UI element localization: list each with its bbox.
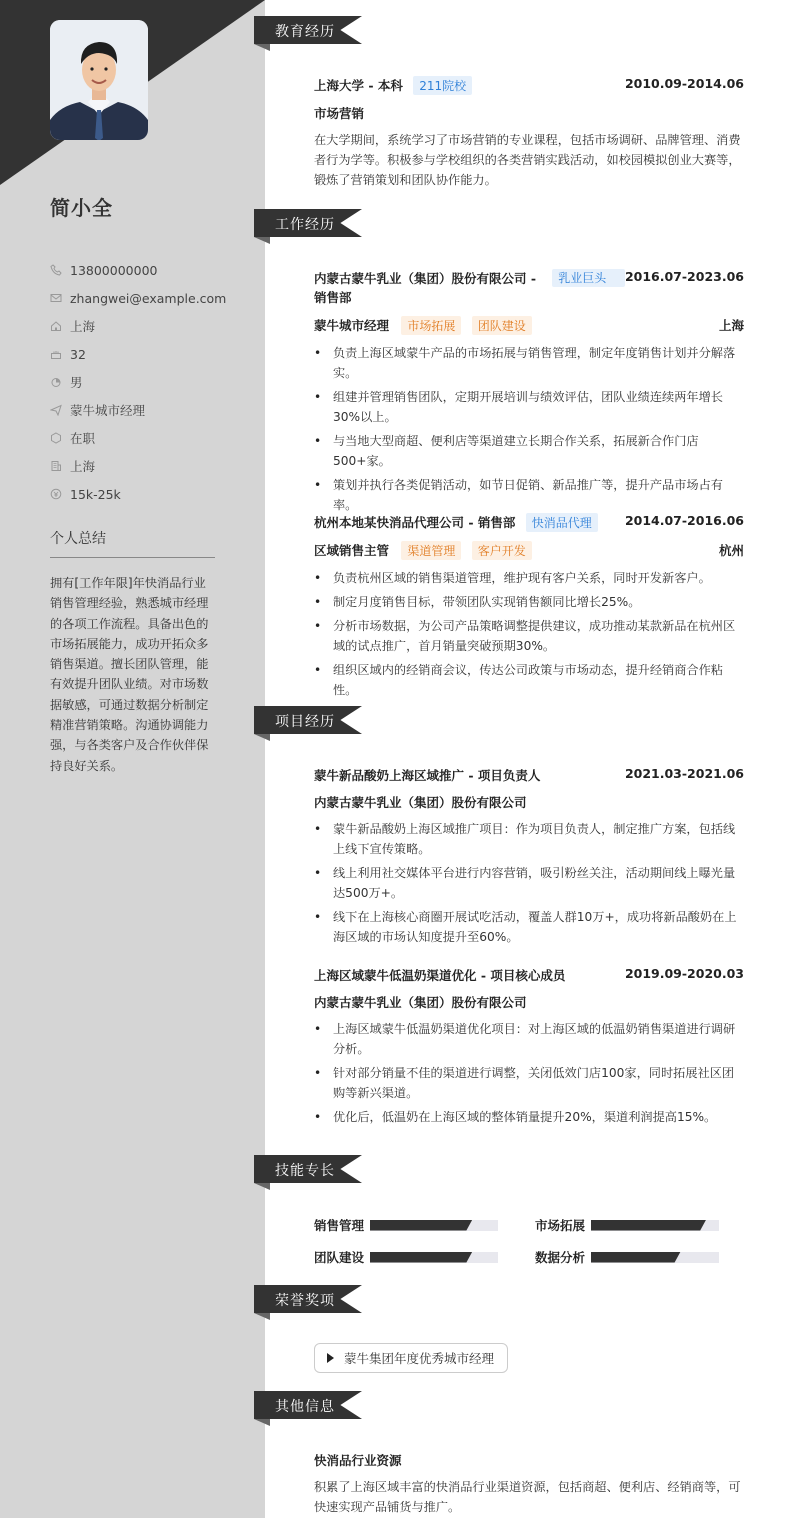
other-title: 快消品行业资源 xyxy=(314,1453,402,1468)
company-tag: 乳业巨头 xyxy=(552,269,625,287)
list-item: • 策划并执行各类促销活动，如节日促销、新品推广等，提升产品市场占有率。 xyxy=(314,475,744,515)
work-city: 杭州 xyxy=(718,543,744,558)
send-icon xyxy=(50,404,62,416)
sidebar xyxy=(0,0,265,1518)
candidate-name: 简小全 xyxy=(50,196,113,220)
avatar xyxy=(50,20,148,140)
section-header-honors xyxy=(254,1285,364,1325)
role-tag: 客户开发 xyxy=(472,541,532,560)
education-entry xyxy=(314,76,744,190)
list-item: • 负责杭州区域的销售渠道管理，维护现有客户关系，同时开发新客户。 xyxy=(314,568,744,588)
section-title: 技能专长 xyxy=(275,1163,335,1179)
contact-info-list xyxy=(50,256,226,508)
work-bullets xyxy=(314,343,744,515)
other-desc: 积累了上海区域丰富的快消品行业渠道资源，包括商超、便利店、经销商等，可快速实现产品铺货与推广。 xyxy=(314,1480,741,1514)
project-entry xyxy=(314,766,744,951)
school-name: 上海大学 - 本科 xyxy=(314,78,403,93)
home-icon xyxy=(50,320,62,332)
skill-item xyxy=(535,1248,719,1266)
work-date: 2014.07-2016.06 xyxy=(624,513,744,528)
skill-item xyxy=(314,1216,498,1234)
honor-item xyxy=(314,1343,508,1373)
info-text: 在职 xyxy=(70,431,96,446)
skill-bar xyxy=(370,1252,498,1263)
info-text: zhangwei@example.com xyxy=(70,290,227,306)
skill-bar-fill xyxy=(370,1252,472,1263)
section-header-other xyxy=(254,1391,364,1431)
info-text: 上海 xyxy=(70,459,96,474)
mail-icon xyxy=(50,292,62,304)
info-phone xyxy=(50,256,226,284)
project-date: 2019.09-2020.03 xyxy=(624,966,744,981)
age-icon xyxy=(50,348,62,360)
skill-bar-fill xyxy=(591,1252,681,1263)
gender-icon xyxy=(50,376,62,388)
work-company: 杭州本地某快消品代理公司 - 销售部 xyxy=(314,515,516,530)
status-icon xyxy=(50,432,62,444)
work-company: 内蒙古蒙牛乳业（集团）股份有限公司 - 销售部 xyxy=(314,271,537,305)
honor-text: 蒙牛集团年度优秀城市经理 xyxy=(344,1351,495,1366)
section-title: 工作经历 xyxy=(275,217,335,233)
skill-name: 销售管理 xyxy=(314,1218,365,1233)
info-text: 男 xyxy=(70,375,83,390)
play-icon xyxy=(327,1353,334,1363)
project-title: 蒙牛新品酸奶上海区域推广 - 项目负责人 xyxy=(314,768,541,783)
work-bullets xyxy=(314,568,744,700)
project-bullets xyxy=(314,1019,744,1127)
work-role: 区域销售主管 xyxy=(314,543,390,558)
info-text: 蒙牛城市经理 xyxy=(70,403,146,418)
skill-item xyxy=(314,1248,498,1266)
section-title: 荣誉奖项 xyxy=(275,1293,335,1309)
summary-title: 个人总结 xyxy=(50,528,215,558)
skill-bar xyxy=(591,1220,719,1231)
skill-bar-fill xyxy=(591,1220,706,1231)
phone-icon xyxy=(50,264,62,276)
info-gender xyxy=(50,368,226,396)
skill-bar xyxy=(591,1252,719,1263)
list-item: • 上海区域蒙牛低温奶渠道优化项目：对上海区域的低温奶销售渠道进行调研分析。 xyxy=(314,1019,744,1059)
list-item: • 针对部分销量不佳的渠道进行调整，关闭低效门店100家，同时拓展社区团购等新兴渠道。 xyxy=(314,1063,744,1103)
section-title: 项目经历 xyxy=(275,714,335,730)
work-role: 蒙牛城市经理 xyxy=(314,318,390,333)
project-date: 2021.03-2021.06 xyxy=(624,766,744,781)
company-tag: 快消品代理 xyxy=(526,513,598,532)
info-status xyxy=(50,424,226,452)
section-header-work xyxy=(254,209,364,249)
skill-bar-fill xyxy=(370,1220,472,1231)
project-entry xyxy=(314,966,744,1131)
section-header-projects xyxy=(254,706,364,746)
summary-text: 拥有[工作年限]年快消品行业销售管理经验，熟悉城市经理的各项工作流程。具备出色的市场拓展能力，成功开拓众多销售渠道。擅长团队管理，能有效提升团队业绩。对市场数据敏感，可通过数据分析制定精准营销策略。沟通协调能力强，与各类客户及合作伙伴保持良好关系。 xyxy=(50,576,209,773)
list-item: • 蒙牛新品酸奶上海区域推广项目：作为项目负责人，制定推广方案，包括线上线下宣传策略。 xyxy=(314,819,744,859)
section-header-education xyxy=(254,16,364,56)
work-city: 上海 xyxy=(718,318,744,333)
skill-name: 数据分析 xyxy=(535,1250,586,1265)
list-item: • 组建并管理销售团队，定期开展培训与绩效评估，团队业绩连续两年增长30%以上。 xyxy=(314,387,744,427)
list-item: • 分析市场数据，为公司产品策略调整提供建议，成功推动某款新品在杭州区域的试点推广，首月销量突破预期30%。 xyxy=(314,616,744,656)
role-tag: 市场拓展 xyxy=(401,316,461,335)
skill-bar xyxy=(370,1220,498,1231)
education-desc: 在大学期间，系统学习了市场营销的专业课程，包括市场调研、品牌管理、消费者行为学等。积极参与学校组织的各类营销实践活动，如校园模拟创业大赛等，锻炼了营销策划和团队协作能力。 xyxy=(314,133,741,187)
work-entry xyxy=(314,269,744,519)
list-item: • 制定月度销售目标，带领团队实现销售额同比增长25%。 xyxy=(314,592,744,612)
project-bullets xyxy=(314,819,744,947)
role-tag: 团队建设 xyxy=(472,316,532,335)
major: 市场营销 xyxy=(314,106,365,121)
list-item: • 与当地大型商超、便利店等渠道建立长期合作关系，拓展新合作门店500+家。 xyxy=(314,431,744,471)
section-header-skills xyxy=(254,1155,364,1195)
info-email xyxy=(50,284,226,312)
education-date: 2010.09-2014.06 xyxy=(624,76,744,91)
info-age xyxy=(50,340,226,368)
skill-name: 市场拓展 xyxy=(535,1218,586,1233)
info-city xyxy=(50,452,226,480)
section-title: 教育经历 xyxy=(275,24,335,40)
list-item: • 线上利用社交媒体平台进行内容营销，吸引粉丝关注，活动期间线上曝光量达500万+。 xyxy=(314,863,744,903)
info-location xyxy=(50,312,226,340)
role-tag: 渠道管理 xyxy=(401,541,461,560)
section-title: 其他信息 xyxy=(275,1399,335,1415)
info-text: 13800000000 xyxy=(70,262,158,278)
list-item: • 优化后，低温奶在上海区域的整体销量提升20%，渠道利润提高15%。 xyxy=(314,1107,744,1127)
info-text: 32 xyxy=(70,346,86,362)
work-entry xyxy=(314,513,744,704)
skill-name: 团队建设 xyxy=(314,1250,365,1265)
project-title: 上海区域蒙牛低温奶渠道优化 - 项目核心成员 xyxy=(314,968,566,983)
project-org: 内蒙古蒙牛乳业（集团）股份有限公司 xyxy=(314,795,527,810)
list-item: • 线下在上海核心商圈开展试吃活动，覆盖人群10万+，成功将新品酸奶在上海区域的市场认知度提升至60%。 xyxy=(314,907,744,947)
info-position xyxy=(50,396,226,424)
project-org: 内蒙古蒙牛乳业（集团）股份有限公司 xyxy=(314,995,527,1010)
school-tag: 211院校 xyxy=(413,76,472,95)
info-salary xyxy=(50,480,226,508)
skill-item xyxy=(535,1216,719,1234)
work-date: 2016.07-2023.06 xyxy=(624,269,744,284)
info-text: 上海 xyxy=(70,319,96,334)
building-icon xyxy=(50,460,62,472)
list-item: • 组织区域内的经销商会议，传达公司政策与市场动态，提升经销商合作粘性。 xyxy=(314,660,744,700)
list-item: • 负责上海区域蒙牛产品的市场拓展与销售管理，制定年度销售计划并分解落实。 xyxy=(314,343,744,383)
info-text: 15k-25k xyxy=(70,486,121,502)
salary-icon xyxy=(50,488,62,500)
other-info-entry xyxy=(314,1451,744,1517)
